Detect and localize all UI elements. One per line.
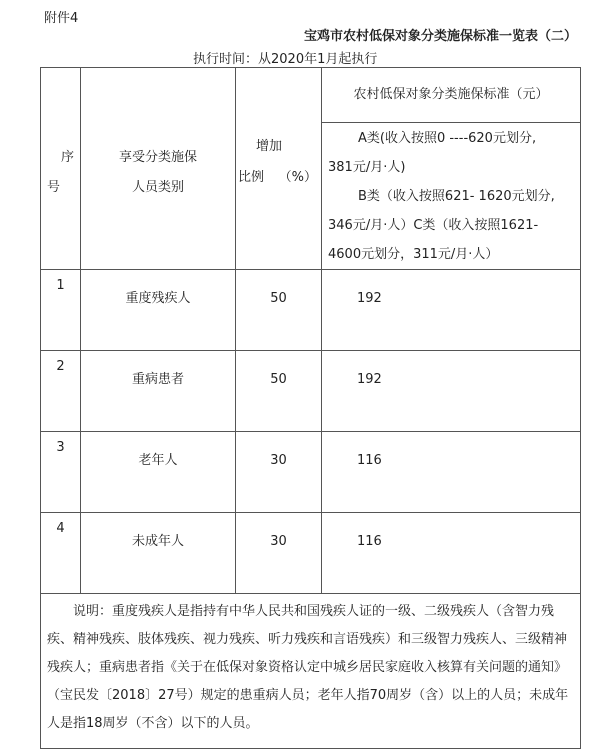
row-no: 4 xyxy=(41,513,81,594)
header-ratio-line1: 增加 xyxy=(256,139,283,154)
row-type: 重度残疾人 xyxy=(81,270,236,351)
table-row xyxy=(41,351,581,432)
attachment-label: 附件4 xyxy=(44,11,79,26)
standard-line-a: A类(收入按照0 ----620元划分, xyxy=(358,131,537,146)
standard-line-b-amount: 346元/月·人）C类（收入按照1621- xyxy=(328,218,539,233)
table-row xyxy=(41,432,581,513)
note-text: 说明：重度残疾人是指持有中华人民共和国残疾人证的一级、二级残疾人（含智力残疾、精神残疾、肢体残疾、视力残疾、听力残疾和言语残疾）和三级智力残疾人、三级精神残疾人；重病患者指《关于在低保对象资格认定中城乡居民家庭收入核算有关问题的通知》（宝民发〔2018〕27号）规定的患重病人员；老年人指70周岁（含）以上的人员；未成年人是指18周岁（不含）以下的人员。 xyxy=(41,594,581,749)
row-ratio: 50 xyxy=(236,351,322,432)
row-standard: 116 xyxy=(322,432,581,513)
row-no: 1 xyxy=(41,270,81,351)
row-standard: 192 xyxy=(322,270,581,351)
row-ratio: 50 xyxy=(236,270,322,351)
row-no: 2 xyxy=(41,351,81,432)
row-standard: 192 xyxy=(322,351,581,432)
header-no-line1: 序 xyxy=(60,150,74,165)
header-type-line2: 人员类别 xyxy=(131,180,184,195)
header-no xyxy=(41,68,81,270)
header-row-1 xyxy=(41,68,581,123)
standard-line-c: 4600元划分，311元/月·人） xyxy=(328,247,499,262)
row-type: 老年人 xyxy=(81,432,236,513)
header-standard-title: 农村低保对象分类施保标准（元） xyxy=(322,68,581,123)
row-type: 未成年人 xyxy=(81,513,236,594)
row-ratio: 30 xyxy=(236,432,322,513)
table-row xyxy=(41,513,581,594)
row-no: 3 xyxy=(41,432,81,513)
standard-table xyxy=(40,67,581,749)
header-ratio xyxy=(236,68,322,270)
table-row xyxy=(41,270,581,351)
header-standard-detail xyxy=(322,123,581,270)
header-no-line2: 号 xyxy=(47,180,61,195)
header-ratio-line3: （%） xyxy=(278,170,317,185)
row-type: 重病患者 xyxy=(81,351,236,432)
row-standard: 116 xyxy=(322,513,581,594)
header-type xyxy=(81,68,236,270)
header-type-line1: 享受分类施保 xyxy=(118,150,197,165)
page-title: 宝鸡市农村低保对象分类施保标准一览表（二） xyxy=(303,29,577,44)
standard-line-a-amount: 381元/月·人) xyxy=(328,160,406,175)
note-row xyxy=(41,594,581,749)
row-ratio: 30 xyxy=(236,513,322,594)
execution-time: 执行时间：从2020年1月起执行 xyxy=(193,52,378,67)
header-ratio-line2: 比例 xyxy=(238,170,265,185)
standard-line-b: B类（收入按照621- 1620元划分, xyxy=(358,189,555,204)
